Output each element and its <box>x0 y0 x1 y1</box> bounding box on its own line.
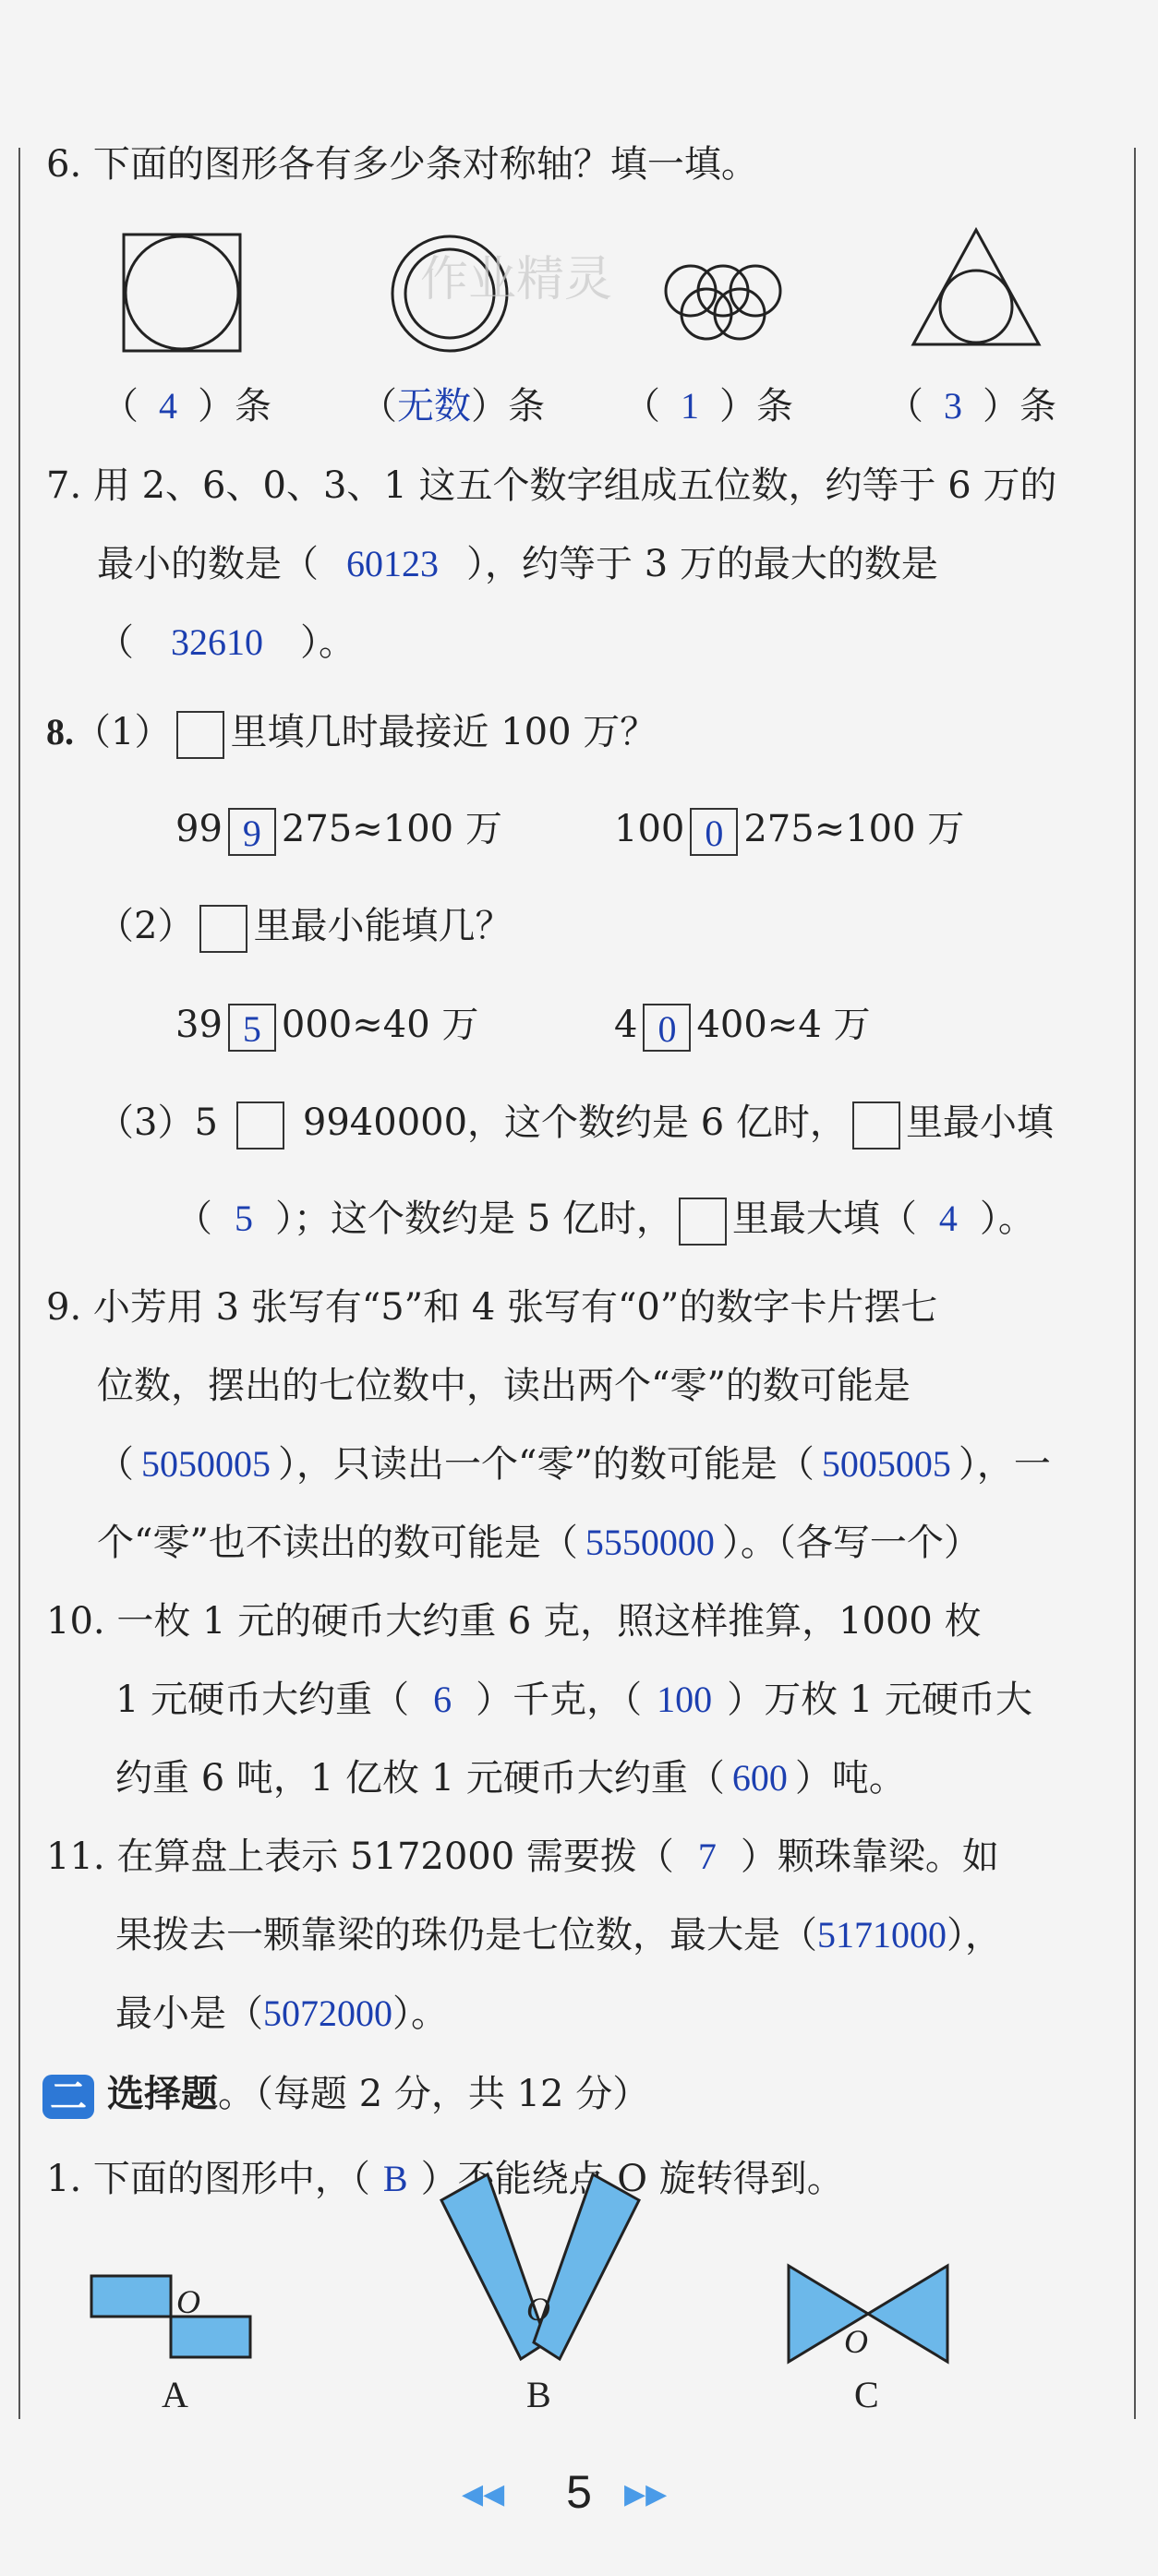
point-o-label: O <box>176 2283 200 2320</box>
option-c-label: C <box>854 2374 879 2415</box>
q6-answer-4: （ 3 ）条 <box>887 385 1056 427</box>
q9-line3: （ 5050005 ），只读出一个“零”的数可能是（ 5005005 ），一 <box>97 1443 1051 1486</box>
q6-answer-3: （ 1 ）条 <box>623 385 793 427</box>
blank-box <box>176 711 224 759</box>
next-arrows-icon: ▶▶ <box>624 2478 668 2510</box>
right-border <box>1134 148 1136 2419</box>
q6-question: 6. 下面的图形各有多少条对称轴？填一填。 <box>46 143 758 186</box>
q6-answer-2: （无数）条 <box>360 385 545 427</box>
prev-arrows-icon: ◀◀ <box>462 2478 505 2510</box>
q6-answer-1: （ 4 ）条 <box>102 385 271 427</box>
page-number: 5 <box>566 2466 592 2518</box>
blank-box <box>852 1101 900 1150</box>
point-o-label: O <box>844 2323 868 2360</box>
blank-box <box>199 905 247 953</box>
section-badge: 二 <box>42 2075 94 2119</box>
watermark: 作业精灵 <box>420 252 613 307</box>
q9-line2: 位数，摆出的七位数中，读出两个“零”的数可能是 <box>97 1365 911 1407</box>
q11-line3: 最小是（5072000）。 <box>115 1992 448 2035</box>
olympic-rings-figure <box>663 259 783 351</box>
q7-line2: 最小的数是（ 60123 ），约等于 3 万的最大的数是 <box>97 543 938 585</box>
blank-box <box>679 1198 727 1246</box>
q8-part1-b: 100 0 275≈100 万 <box>614 808 965 854</box>
section-header: 二 选择题。（每题 2 分，共 12 分） <box>42 2068 649 2120</box>
q11-line2: 果拨去一颗靠梁的珠仍是七位数，最大是（5171000）， <box>115 1914 1002 1956</box>
q9-line4: 个“零”也不读出的数可能是（ 5550000 ）。（各写一个） <box>97 1522 981 1564</box>
q9-line1: 9. 小芳用 3 张写有“5”和 4 张写有“0”的数字卡片摆七 <box>46 1286 938 1329</box>
q10-line1: 10. 一枚 1 元的硬币大约重 6 克，照这样推算，1000 枚 <box>46 1600 982 1643</box>
triangle-circle-figure <box>910 226 1043 351</box>
q7-line3: （ 32610 ）。 <box>97 621 356 664</box>
q10-line2: 1 元硬币大约重（ 6 ）千克，（ 100 ）万枚 1 元硬币大 <box>115 1679 1033 1721</box>
q8-part2-b: 4 0 400≈4 万 <box>614 1004 871 1050</box>
q8-part3-line1: （3）5 9940000，这个数约是 6 亿时， 里最小填 <box>97 1097 1054 1150</box>
q8-part1-a: 99 9 275≈100 万 <box>175 808 502 854</box>
q7-line1: 7. 用 2、6、0、3、1 这五个数字组成五位数，约等于 6 万的 <box>46 464 1057 507</box>
option-b-label: B <box>526 2374 551 2415</box>
q8-part2-prompt: （2） 里最小能填几？ <box>97 900 512 953</box>
figure-b <box>434 2165 646 2368</box>
q8-part2-a: 39 5 000≈40 万 <box>175 1004 479 1050</box>
mc1-question: 1. 下面的图形中，（ B ）不能绕点 O 旋转得到。 <box>46 2158 844 2200</box>
q11-line1: 11. 在算盘上表示 5172000 需要拨（ 7 ）颗珠靠梁。如 <box>46 1836 999 1878</box>
figure-c <box>785 2262 951 2373</box>
figure-a <box>88 2267 263 2377</box>
blank-box <box>236 1101 284 1150</box>
square-circle-figure <box>120 231 249 360</box>
q8-part1-prompt: 8.（1） 里填几时最接近 100 万？ <box>46 706 657 759</box>
option-a-label: A <box>162 2374 188 2415</box>
q8-part3-line2: （ 5 ）；这个数约是 5 亿时， 里最大填（ 4 ）。 <box>175 1193 1035 1246</box>
left-border <box>18 148 20 2419</box>
q10-line3: 约重 6 吨，1 亿枚 1 元硬币大约重（ 600 ）吨。 <box>115 1757 906 1800</box>
point-o-label: O <box>526 2291 550 2328</box>
